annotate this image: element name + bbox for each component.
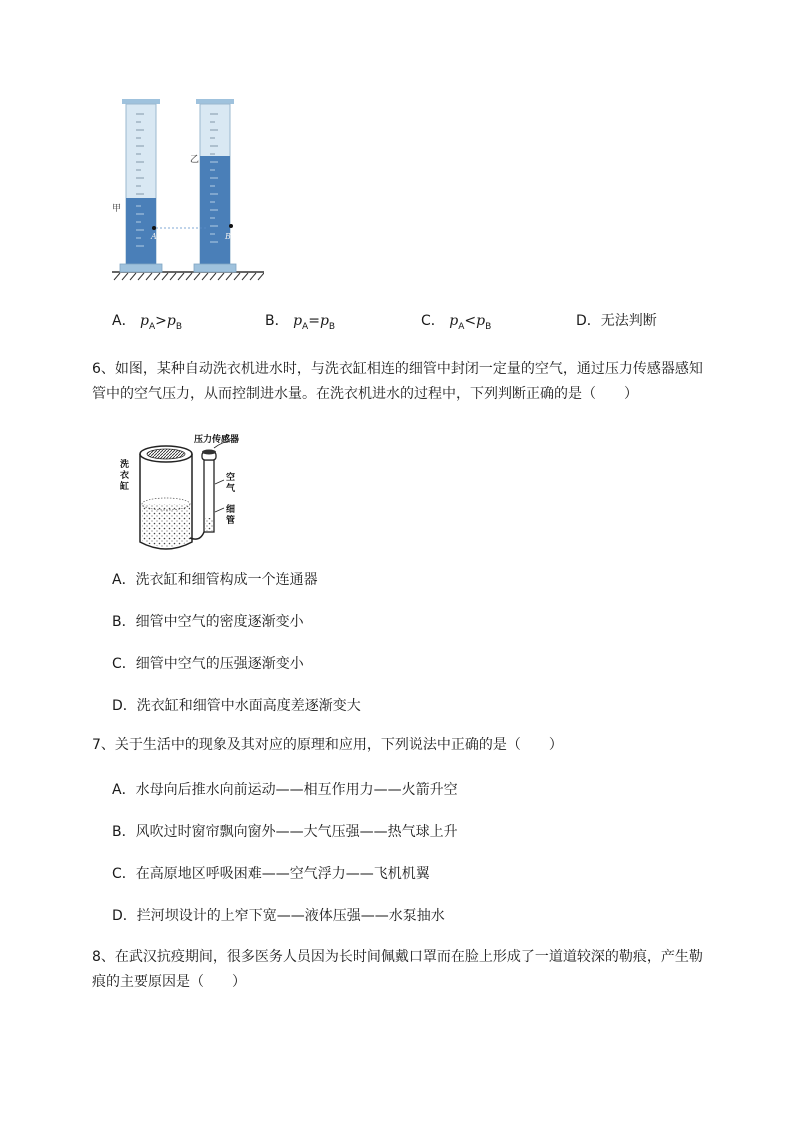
q7-option-d[interactable]: D．拦河坝设计的上窄下宽——液体压强——水泵抽水 — [112, 908, 445, 924]
washing-machine-figure — [118, 432, 258, 557]
q6-option-a[interactable]: A．洗衣缸和细管构成一个连通器 — [112, 572, 318, 588]
label-b: B — [225, 232, 231, 241]
q8-stem-line1: 8、在武汉抗疫期间，很多医务人员因为长时间佩戴口罩而在脸上形成了一道道较深的勒痕，产生勒 — [92, 949, 703, 965]
q7-option-c[interactable]: C．在高原地区呼吸困难——空气浮力——飞机机翼 — [112, 866, 430, 882]
sensor-label: 压力传感器 — [194, 435, 240, 445]
air-label-2: 气 — [226, 484, 236, 494]
q6-stem — [92, 357, 742, 407]
q5-options — [112, 310, 712, 332]
cylinders-figure — [112, 90, 264, 285]
q6-stem-line2: 管中的空气压力，从而控制进水量。在洗衣机进水的过程中，下列判断正确的是（ ） — [92, 386, 638, 402]
q5-option-c[interactable]: C． $p_A<p_B$ — [421, 313, 492, 332]
label-yi: 乙 — [190, 155, 200, 165]
q7-stem: 7、关于生活中的现象及其对应的原理和应用，下列说法中正确的是（ ） — [92, 737, 563, 753]
tank-label-3: 缸 — [120, 482, 130, 492]
q8-stem — [92, 945, 742, 995]
q6-option-b[interactable]: B．细管中空气的密度逐渐变小 — [112, 614, 304, 630]
q5-option-a[interactable]: A． $p_A>p_B$ — [112, 313, 183, 332]
q8-stem-line2: 痕的主要原因是（ ） — [92, 974, 246, 990]
label-a: A — [151, 232, 157, 241]
tube-label-1: 细 — [226, 505, 236, 515]
q6-option-c[interactable]: C．细管中空气的压强逐渐变小 — [112, 656, 304, 672]
tube-label-2: 管 — [226, 516, 236, 526]
label-jia: 甲 — [112, 204, 122, 214]
q6-option-d[interactable]: D．洗衣缸和细管中水面高度差逐渐变大 — [112, 698, 361, 714]
q7-option-b[interactable]: B．风吹过时窗帘飘向窗外——大气压强——热气球上升 — [112, 824, 458, 840]
q7-option-a[interactable]: A．水母向后推水向前运动——相互作用力——火箭升空 — [112, 782, 458, 798]
q6-stem-line1: 6、如图，某种自动洗衣机进水时，与洗衣缸相连的细管中封闭一定量的空气，通过压力传感器感知 — [92, 361, 703, 377]
q5-option-d[interactable]: D．无法判断 — [576, 313, 657, 329]
air-label-1: 空 — [226, 473, 236, 483]
tank-label-2: 衣 — [120, 471, 130, 481]
tank-label-1: 洗 — [120, 460, 130, 470]
q5-option-b[interactable]: B． $p_A=p_B$ — [265, 313, 336, 332]
